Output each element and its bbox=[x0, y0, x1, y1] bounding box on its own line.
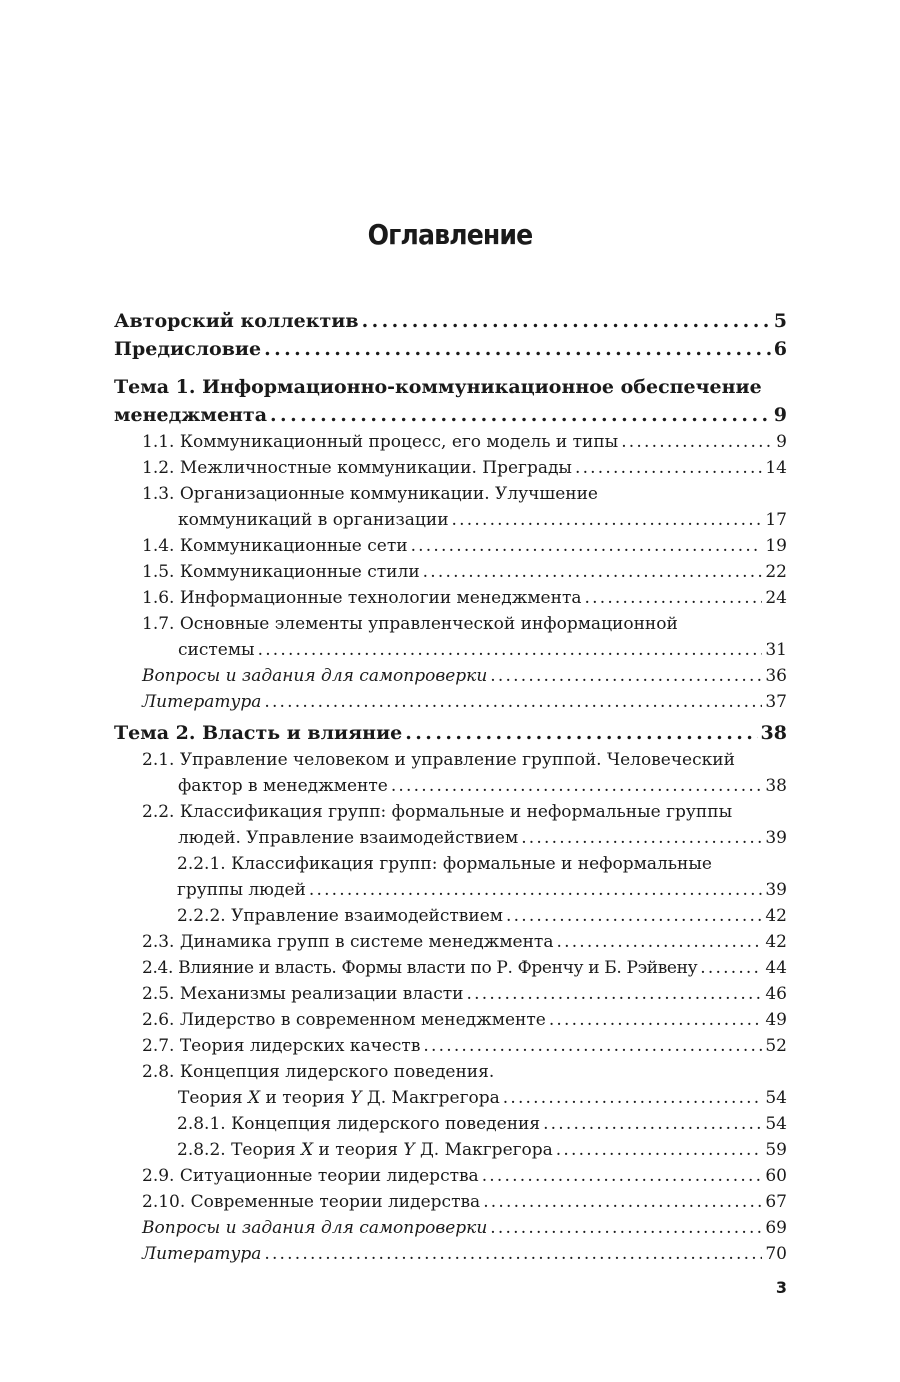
toc-label-cont: системы bbox=[178, 640, 255, 660]
toc-entry-questions-1[interactable] bbox=[142, 663, 787, 689]
toc-label: Тема 1. Информационно-коммуникационное обеспечение bbox=[114, 376, 762, 398]
leader-dots bbox=[585, 585, 763, 611]
toc-page: 44 bbox=[765, 958, 787, 978]
toc-entry-2-2-2[interactable] bbox=[177, 903, 787, 929]
leader-dots bbox=[264, 1241, 762, 1267]
leader-dots bbox=[411, 533, 763, 559]
toc-entry-2-8-2[interactable] bbox=[177, 1137, 787, 1163]
toc-page: 54 bbox=[765, 1088, 787, 1108]
toc-entry-authors[interactable] bbox=[114, 307, 787, 335]
toc-page: 59 bbox=[765, 1140, 787, 1160]
leader-dots bbox=[452, 507, 763, 533]
table-of-contents bbox=[114, 307, 787, 1267]
toc-page: 14 bbox=[765, 458, 787, 478]
toc-label-cont: людей. Управление взаимодействием bbox=[178, 828, 519, 848]
toc-page: 49 bbox=[765, 1010, 787, 1030]
toc-page: 38 bbox=[765, 776, 787, 796]
leader-dots bbox=[483, 1189, 762, 1215]
toc-label: Авторский коллектив bbox=[114, 310, 359, 332]
toc-entry-topic-2[interactable] bbox=[114, 719, 787, 747]
toc-entry-2-2-1[interactable] bbox=[177, 851, 787, 903]
toc-page: 22 bbox=[765, 562, 787, 582]
toc-label: 1.6. Информационные технологии менеджмента bbox=[142, 588, 582, 608]
toc-entry-1-2[interactable] bbox=[142, 455, 787, 481]
leader-dots bbox=[270, 401, 771, 429]
toc-page: 19 bbox=[765, 536, 787, 556]
toc-page: 60 bbox=[765, 1166, 787, 1186]
page-number: 3 bbox=[775, 1278, 787, 1297]
toc-entry-1-3[interactable] bbox=[142, 481, 787, 533]
toc-entry-1-1[interactable] bbox=[142, 429, 787, 455]
leader-dots bbox=[700, 955, 762, 981]
toc-label: 2.2.2. Управление взаимодействием bbox=[177, 906, 503, 926]
leader-dots bbox=[423, 559, 763, 585]
toc-entry-1-6[interactable] bbox=[142, 585, 787, 611]
leader-dots bbox=[391, 773, 763, 799]
toc-entry-2-7[interactable] bbox=[142, 1033, 787, 1059]
toc-label: 2.8. Концепция лидерского поведения. bbox=[142, 1062, 495, 1082]
leader-dots bbox=[482, 1163, 763, 1189]
toc-page: 24 bbox=[765, 588, 787, 608]
toc-entry-2-5[interactable] bbox=[142, 981, 787, 1007]
leader-dots bbox=[490, 1215, 762, 1241]
leader-dots bbox=[549, 1007, 763, 1033]
toc-label: Тема 2. Власть и влияние bbox=[114, 722, 403, 744]
leader-dots bbox=[490, 663, 762, 689]
toc-entry-2-2[interactable] bbox=[142, 799, 787, 851]
leader-dots bbox=[506, 903, 762, 929]
toc-label: 1.3. Организационные коммуникации. Улучшение bbox=[142, 484, 598, 504]
toc-label: 2.3. Динамика групп в системе менеджмента bbox=[142, 932, 554, 952]
toc-entry-2-8[interactable] bbox=[142, 1059, 787, 1111]
toc-label: 2.9. Ситуационные теории лидерства bbox=[142, 1166, 479, 1186]
toc-label: 2.8.2. Теория X и теория Y Д. Макгрегора bbox=[177, 1140, 553, 1160]
toc-entry-2-8-1[interactable] bbox=[177, 1111, 787, 1137]
toc-page: 69 bbox=[765, 1218, 787, 1238]
toc-entry-1-7[interactable] bbox=[142, 611, 787, 663]
toc-label-cont: фактор в менеджменте bbox=[178, 776, 388, 796]
toc-entry-literature-2[interactable] bbox=[142, 1241, 787, 1267]
leader-dots bbox=[467, 981, 763, 1007]
leader-dots bbox=[556, 1137, 763, 1163]
toc-label-cont: менеджмента bbox=[114, 404, 268, 426]
toc-page: 17 bbox=[765, 510, 787, 530]
leader-dots bbox=[258, 637, 763, 663]
toc-page: 46 bbox=[765, 984, 787, 1004]
leader-dots bbox=[423, 1033, 762, 1059]
toc-label: 2.5. Механизмы реализации власти bbox=[142, 984, 464, 1004]
toc-page: 31 bbox=[765, 640, 787, 660]
toc-label: Вопросы и задания для самопроверки bbox=[142, 666, 488, 686]
toc-label: 1.2. Межличностные коммуникации. Преграды bbox=[142, 458, 572, 478]
toc-entry-2-10[interactable] bbox=[142, 1189, 787, 1215]
leader-dots bbox=[556, 929, 762, 955]
leader-dots bbox=[264, 335, 771, 363]
leader-dots bbox=[362, 307, 771, 335]
toc-entry-2-4[interactable] bbox=[142, 955, 787, 981]
toc-entry-2-6[interactable] bbox=[142, 1007, 787, 1033]
toc-page: 39 bbox=[765, 880, 787, 900]
toc-entry-preface[interactable] bbox=[114, 335, 787, 363]
toc-label-cont: группы людей bbox=[177, 880, 306, 900]
toc-page: 36 bbox=[765, 666, 787, 686]
toc-page: 42 bbox=[765, 932, 787, 952]
toc-entry-2-3[interactable] bbox=[142, 929, 787, 955]
toc-label: 2.6. Лидерство в современном менеджменте bbox=[142, 1010, 546, 1030]
toc-entry-1-5[interactable] bbox=[142, 559, 787, 585]
leader-dots bbox=[405, 719, 757, 747]
toc-page: 9 bbox=[773, 404, 787, 426]
toc-label: Вопросы и задания для самопроверки bbox=[142, 1218, 488, 1238]
leader-dots bbox=[621, 429, 773, 455]
toc-entry-topic-1[interactable] bbox=[114, 373, 787, 429]
toc-label: 2.1. Управление человеком и управление группой. Человеческий bbox=[142, 750, 735, 770]
toc-page: 70 bbox=[765, 1244, 787, 1264]
toc-page: 38 bbox=[760, 722, 787, 744]
toc-label: 2.4. Влияние и власть. Формы власти по Р. Френчу и Б. Рэйвену bbox=[142, 958, 698, 978]
toc-page: 37 bbox=[765, 692, 787, 712]
toc-label: 2.2.1. Классификация групп: формальные и неформальные bbox=[177, 854, 712, 874]
toc-page: 6 bbox=[773, 338, 787, 360]
toc-label: Литература bbox=[142, 1244, 262, 1264]
toc-label: 1.5. Коммуникационные стили bbox=[142, 562, 420, 582]
toc-label: Предисловие bbox=[114, 338, 262, 360]
toc-page: 42 bbox=[765, 906, 787, 926]
toc-label: 2.7. Теория лидерских качеств bbox=[142, 1036, 421, 1056]
leader-dots bbox=[503, 1085, 763, 1111]
toc-label: 1.4. Коммуникационные сети bbox=[142, 536, 408, 556]
leader-dots bbox=[543, 1111, 762, 1137]
page-title: Оглавление bbox=[367, 218, 533, 251]
toc-label-cont: коммуникаций в организации bbox=[178, 510, 449, 530]
toc-page: 9 bbox=[776, 432, 787, 452]
toc-entry-2-9[interactable] bbox=[142, 1163, 787, 1189]
toc-entry-literature-1[interactable] bbox=[142, 689, 787, 715]
toc-page: 52 bbox=[765, 1036, 787, 1056]
toc-label: 2.8.1. Концепция лидерского поведения bbox=[177, 1114, 541, 1134]
toc-label: 2.10. Современные теории лидерства bbox=[142, 1192, 481, 1212]
leader-dots bbox=[521, 825, 762, 851]
leader-dots bbox=[264, 689, 762, 715]
toc-page: 39 bbox=[765, 828, 787, 848]
toc-page: 54 bbox=[765, 1114, 787, 1134]
toc-entry-questions-2[interactable] bbox=[142, 1215, 787, 1241]
toc-label: 1.7. Основные элементы управленческой информационной bbox=[142, 614, 678, 634]
toc-label: Литература bbox=[142, 692, 262, 712]
toc-label: 2.2. Классификация групп: формальные и неформальные группы bbox=[142, 802, 733, 822]
toc-page: 67 bbox=[765, 1192, 787, 1212]
leader-dots bbox=[309, 877, 763, 903]
leader-dots bbox=[575, 455, 762, 481]
toc-label-cont: Теория X и теория Y Д. Макгрегора bbox=[178, 1088, 500, 1108]
toc-entry-1-4[interactable] bbox=[142, 533, 787, 559]
toc-label: 1.1. Коммуникационный процесс, его модель и типы bbox=[142, 432, 619, 452]
toc-page: 5 bbox=[773, 310, 787, 332]
toc-entry-2-1[interactable] bbox=[142, 747, 787, 799]
